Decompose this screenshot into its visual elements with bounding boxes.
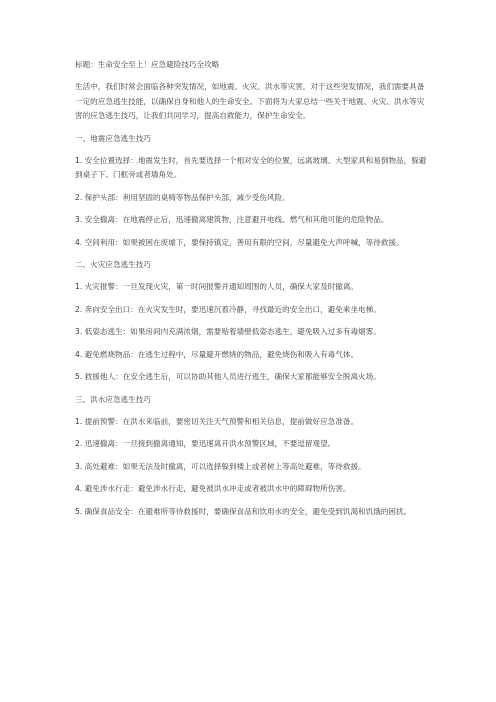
list-item xyxy=(75,482,427,496)
list-item xyxy=(75,370,427,384)
item-text: 避免燃烧物品：在逃生过程中，尽量避开燃烧的物品，避免烧伤和吸入有毒气体。 xyxy=(84,349,359,359)
section-heading-flood: 三、洪水应急逃生技巧 xyxy=(75,394,151,404)
item-text: 保护头部：利用坚固的桌椅等物品保护头部，减少受伤风险。 xyxy=(84,192,290,202)
section-heading-fire: 二、火灾应急逃生技巧 xyxy=(75,260,151,270)
list-item xyxy=(75,213,427,227)
list-item xyxy=(75,191,427,205)
item-text: 空间利用：如果被困在废墟下，要保持镇定，善用有限的空间，尽量避免大声呼喊，等待救援。 xyxy=(84,237,404,247)
list-item xyxy=(75,348,427,362)
item-text: 迅速撤离：一旦接到撤离通知，要迅速离开洪水预警区域，不要逗留观望。 xyxy=(84,439,336,449)
item-number: 5. xyxy=(75,506,83,516)
item-text: 安全位置选择：地震发生时，首先要选择一个相对安全的位置，远离玻璃、大型家具和易倒物品，躲避到桌子下、门框旁或者墙角处。 xyxy=(75,156,427,180)
list-item xyxy=(75,415,427,429)
list-item xyxy=(75,303,427,317)
item-number: 5. xyxy=(75,372,83,382)
list-item xyxy=(75,505,427,519)
item-number: 3. xyxy=(75,215,83,225)
document-title: 标题：生命安全至上！应急避险技巧全攻略 xyxy=(75,60,220,69)
item-number: 2. xyxy=(75,304,83,314)
section-heading-earthquake: 一、地震应急逃生技巧 xyxy=(75,133,151,143)
item-text: 低姿态逃生：如果房间内充满浓烟，需要贴着墙壁低姿态逃生，避免吸入过多有毒烟雾。 xyxy=(84,327,381,337)
item-number: 2. xyxy=(75,192,83,202)
intro-paragraph: 生活中，我们时常会面临各种突发情况，如地震、火灾、洪水等灾害，对于这些突发情况，我们需要具备一定的应急逃生技能，以确保自身和他人的生命安全。下面将为大家总结一些关于地震、火灾、洪水等灾害的应急逃生技巧，让我们共同学习，提高自救能力，保护生命安全。 xyxy=(75,82,425,121)
item-text: 奔向安全出口：在火灾发生时，要迅速沉着冷静，寻找最近的安全出口，避免乘坐电梯。 xyxy=(84,304,381,314)
item-number: 3. xyxy=(75,461,83,471)
item-number: 1. xyxy=(75,416,83,426)
list-item xyxy=(75,460,427,474)
item-text: 确保食品安全：在避难所等待救援时，要确保食品和饮用水的安全，避免受到饥渴和饥饿的困扰。 xyxy=(84,506,412,516)
item-number: 2. xyxy=(75,439,83,449)
list-item xyxy=(75,325,427,339)
document-page xyxy=(75,58,427,527)
list-item xyxy=(75,154,427,183)
list-item xyxy=(75,236,427,250)
item-text: 高处避难：如果无法及时撤离，可以选择躲到楼上或者树上等高处避难，等待救援。 xyxy=(84,461,366,471)
item-text: 避免涉水行走：避免涉水行走，避免被洪水冲走或者被洪水中的障碍物所伤害。 xyxy=(84,484,351,494)
item-number: 1. xyxy=(75,156,83,166)
item-text: 火灾报警：一旦发现火灾，第一时间报警并通知周围的人员，确保大家及时撤离。 xyxy=(84,282,359,292)
item-text: 安全撤离：在地震停止后，迅速撤离建筑物，注意避开电线、燃气和其他可能的危险物品。 xyxy=(84,215,389,225)
item-number: 4. xyxy=(75,484,83,494)
item-number: 4. xyxy=(75,349,83,359)
list-item xyxy=(75,280,427,294)
item-number: 4. xyxy=(75,237,83,247)
item-number: 3. xyxy=(75,327,83,337)
list-item xyxy=(75,437,427,451)
item-number: 1. xyxy=(75,282,83,292)
item-text: 提前预警：在洪水来临前，要密切关注天气预警和相关信息，提前做好应急准备。 xyxy=(84,416,359,426)
item-text: 救援他人：在安全逃生后，可以协助其他人员进行逃生，确保大家都能够安全脱离火场。 xyxy=(84,372,381,382)
